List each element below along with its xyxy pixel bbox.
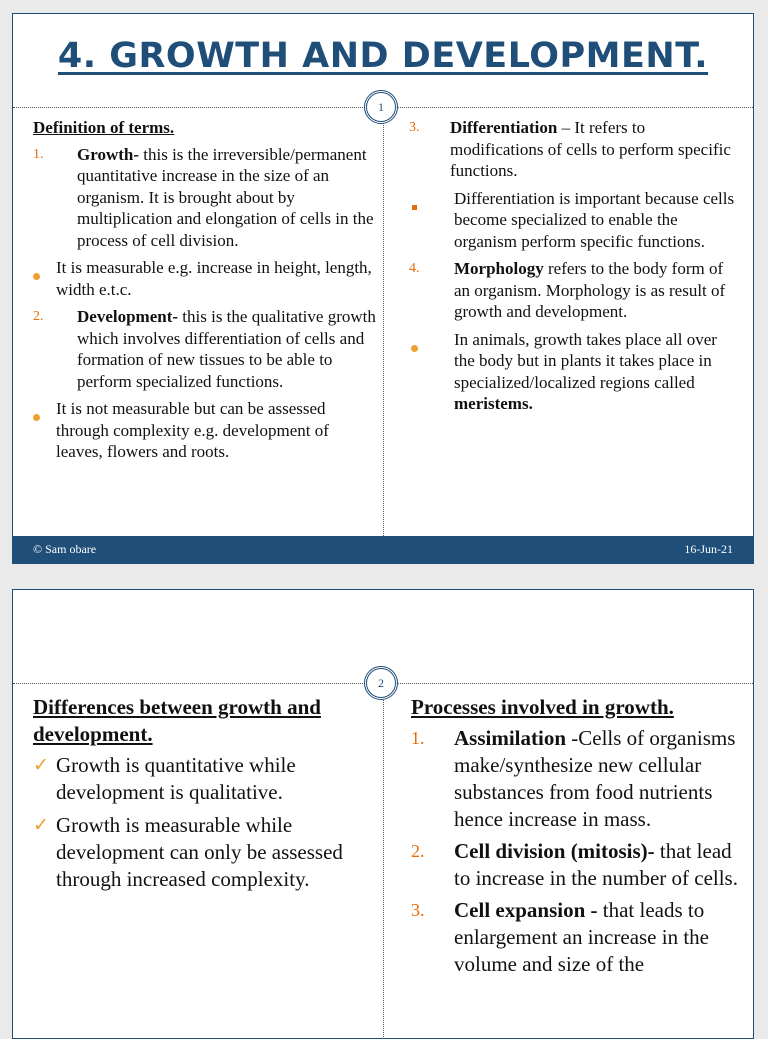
- bullet-icon: [33, 264, 40, 286]
- list-item: [411, 838, 741, 892]
- left-column: [33, 117, 376, 463]
- term: Morphology: [454, 259, 544, 278]
- list-item-development: [33, 306, 376, 392]
- list-number: 3.: [411, 900, 425, 920]
- check-item: [33, 812, 368, 893]
- slide-1: [12, 13, 754, 564]
- term: Assimilation: [454, 726, 567, 750]
- definition: that lead to increase in the number of cells.: [454, 839, 738, 890]
- list-number: 1.: [411, 728, 425, 748]
- definition: this is the qualitative growth which involves differentiation of cells and formation of new tissues to be able to perform specialized functions.: [77, 307, 376, 391]
- term: Growth-: [77, 144, 140, 164]
- slide-2: [12, 589, 754, 1039]
- column-divider: [383, 107, 384, 538]
- copyright: © Sam obare: [33, 542, 97, 556]
- list-number: 1.: [33, 146, 44, 162]
- right-column: [409, 117, 739, 415]
- definition: -Cells of organisms make/synthesize new cellular substances from food nutrients hence increase in mass.: [454, 726, 736, 831]
- right-column: [411, 694, 741, 978]
- bullet-item: [409, 188, 739, 253]
- list-number: 2.: [33, 309, 44, 324]
- definition: refers to the body form of an organism. Morphology is as result of growth and development.: [454, 259, 726, 321]
- check-text: Growth is quantitative while development is qualitative.: [56, 753, 296, 804]
- bullet-item: [409, 329, 739, 415]
- list-number: 3.: [409, 120, 420, 135]
- page-title: 4. GROWTH AND DEVELOPMENT.: [57, 36, 709, 76]
- check-item: [33, 752, 368, 806]
- list-item-differentiation: [409, 117, 739, 182]
- slide-number-badge: 1: [364, 90, 398, 124]
- checkmark-icon: ✓: [33, 815, 49, 836]
- definition: that leads to enlargement an increase in the volume and size of the: [454, 898, 709, 976]
- bullet-text: In animals, growth takes place all over the body but in plants it takes place in specialized/localized regions called: [454, 329, 717, 392]
- slide-number-badge: 2: [364, 666, 398, 700]
- definition: this is the irreversible/permanent quantitative increase in the size of an organism. It is brought about by multiplication and elongation of cells in the process of cell division.: [77, 144, 374, 250]
- bullet-icon: [33, 405, 40, 427]
- bold-term: meristems.: [454, 394, 533, 413]
- list-number: 2.: [411, 841, 425, 861]
- column-divider: [383, 683, 384, 1039]
- bullet-text: It is measurable e.g. increase in height, length, width e.t.c.: [56, 258, 372, 299]
- list-number: 4.: [409, 261, 420, 276]
- section-heading: Definition of terms.: [33, 118, 175, 137]
- date: 16-Jun-21: [684, 542, 733, 556]
- list-item-morphology: [409, 258, 739, 323]
- term: Development-: [77, 307, 179, 326]
- list-item: [411, 897, 741, 978]
- check-text: Growth is measurable while development can only be assessed through increased complexity.: [56, 813, 343, 891]
- bullet-item: [33, 398, 376, 463]
- footer-bar: [13, 536, 753, 563]
- list-item-growth: [33, 144, 376, 252]
- section-heading: Differences between growth and development.: [33, 695, 321, 746]
- left-column: [33, 694, 368, 893]
- bullet-item: [33, 257, 376, 300]
- term: Cell expansion -: [454, 898, 598, 922]
- term: Differentiation: [450, 118, 558, 137]
- list-item: [411, 725, 741, 833]
- bullet-icon: [411, 336, 418, 358]
- definition: – It refers to modifications of cells to perform specific functions.: [450, 118, 731, 180]
- bullet-text: It is not measurable but can be assessed through complexity e.g. development of leaves, flowers and roots.: [56, 399, 329, 461]
- bullet-text: Differentiation is important because cells become specialized to enable the organism perform specific functions.: [454, 188, 735, 251]
- section-heading: Processes involved in growth.: [411, 695, 674, 719]
- checkmark-icon: ✓: [33, 755, 49, 776]
- bullet-icon: [412, 194, 417, 216]
- term: Cell division (mitosis)-: [454, 839, 655, 863]
